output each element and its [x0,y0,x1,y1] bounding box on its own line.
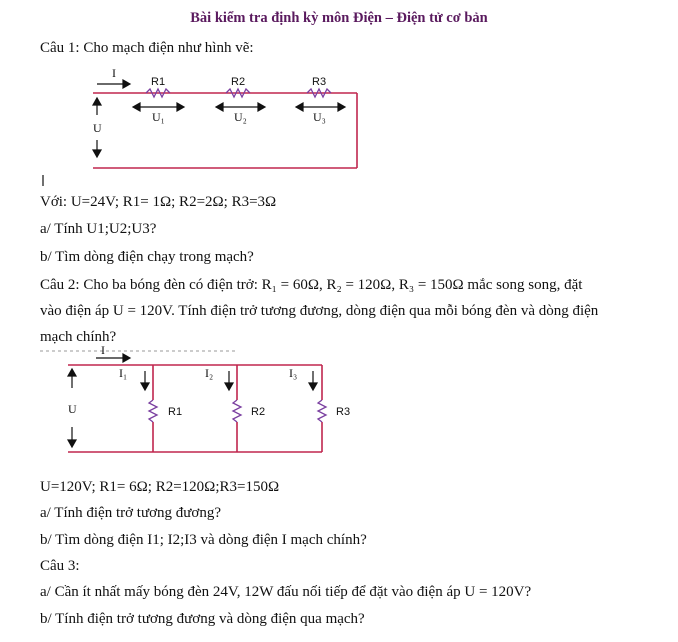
q1-u3-label: U₃ [313,110,326,124]
q2-resistor-r2 [233,400,241,422]
q1-u1-label: U₁ [152,110,165,124]
q2-voltage-arrow-down [68,440,76,447]
q2-current-label: I [101,343,105,357]
q2-resistor-r3 [318,400,326,422]
q3-part-b: b/ Tính điện trở tương đương và dòng điện qua mạch? [40,611,365,627]
q2-voltage-label: U [68,402,77,416]
q2-current-arrow [123,354,130,362]
q1-part-b: b/ Tìm dòng điện chạy trong mạch? [40,249,254,265]
q3-heading: Câu 3: [40,558,80,574]
q2-i1-arrow [141,383,149,390]
q2-i1-label: I₁ [119,366,128,380]
q2-resistor-r1 [149,400,157,422]
q2-r3-label: R3 [336,406,351,418]
q2-i3-arrow [309,383,317,390]
q3-part-a: a/ Cần ít nhất mấy bóng đèn 24V, 12W đấu nối tiếp để đặt vào điện áp U = 120V? [40,584,532,600]
q1-u2-label: U₂ [234,110,247,124]
q2-i2-arrow [225,383,233,390]
q2-part-a: a/ Tính điện trở tương đương? [40,505,222,521]
q1-r1-label: R1 [151,76,166,88]
document-title: Bài kiểm tra định kỳ môn Điện – Điện tử cơ bản [190,10,488,26]
q2-r2-label: R2 [251,406,266,418]
q1-r3-label: R3 [312,76,327,88]
q2-line-1: Câu 2: Cho ba bóng đèn có điện trở: R₁ = 60Ω, R₂ = 120Ω, R₃ = 150Ω mắc song song, đặt [40,277,583,293]
q2-i3-label: I₃ [289,366,298,380]
q2-i2-label: I₂ [205,366,214,380]
q2-values: U=120V; R1= 6Ω; R2=120Ω;R3=150Ω [40,479,280,495]
q1-r2-label: R2 [231,76,246,88]
q1-heading: Câu 1: Cho mạch điện như hình vẽ: [40,40,254,56]
q2-part-b: b/ Tìm dòng điện I1; I2;I3 và dòng điện I mạch chính? [40,532,367,548]
q1-part-a: a/ Tính U1;U2;U3? [40,221,157,237]
q2-line-2: vào điện áp U = 120V. Tính điện trở tương đương, dòng điện qua mỗi bóng đèn và dòng điện [40,303,599,319]
q2-r1-label: R1 [168,406,183,418]
q1-voltage-label: U [93,121,102,135]
q1-current-label: I [112,66,116,80]
q2-voltage-arrow-up [68,369,76,376]
q2-circuit-wires [68,365,322,452]
q2-line-3: mạch chính? [40,329,117,345]
q1-values: Với: U=24V; R1= 1Ω; R2=2Ω; R3=3Ω [40,194,277,210]
